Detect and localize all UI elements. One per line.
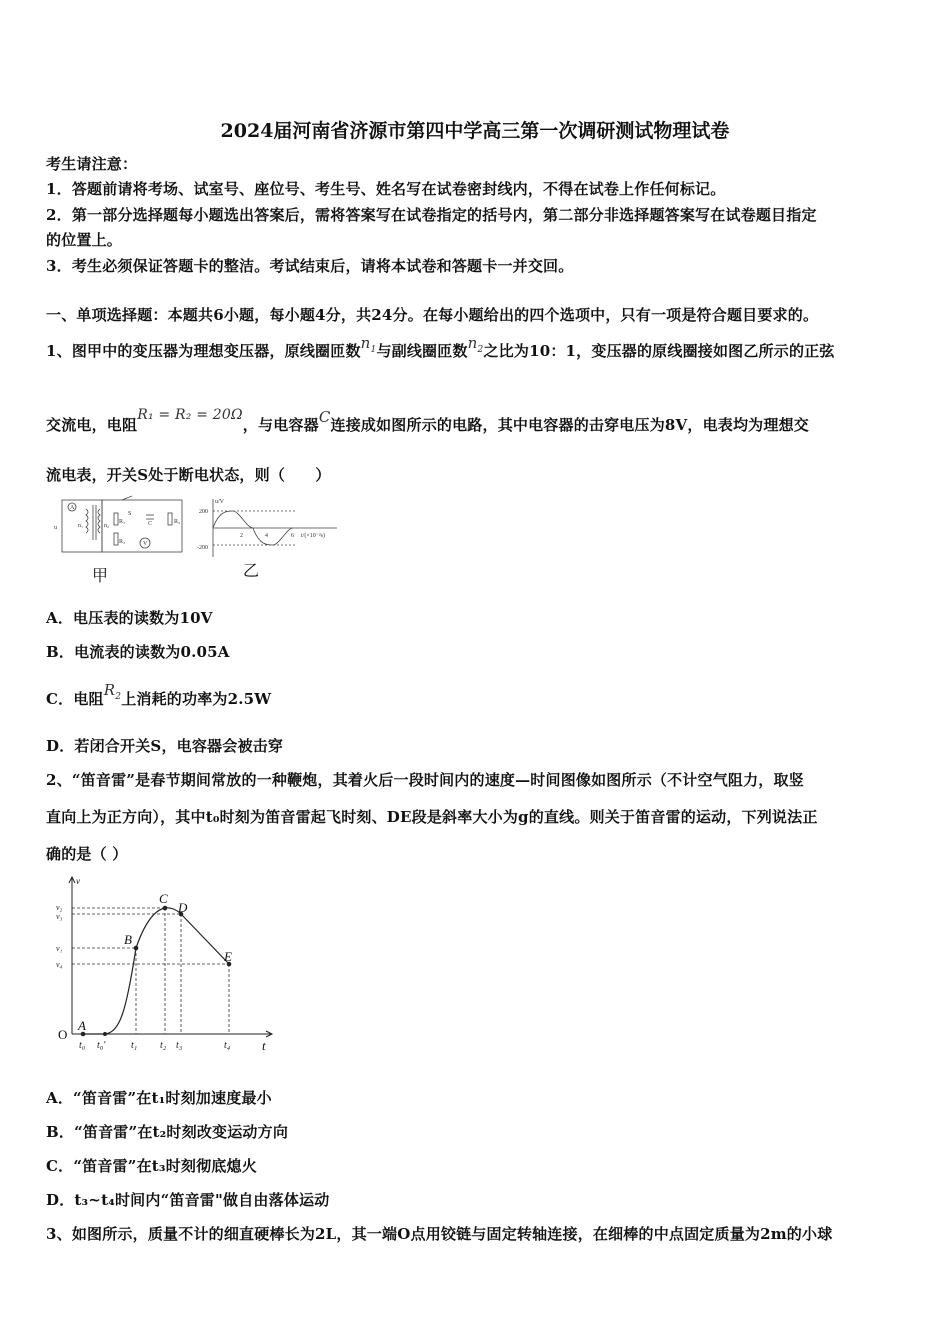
tick-t1: t₁ — [131, 1040, 138, 1051]
tick-t4: t₄ — [224, 1040, 231, 1051]
q2-option-a: A．“笛音雷”在t₁时刻加速度最小 — [46, 1089, 272, 1107]
notice-item-2: 2．第一部分选择题每小题选出答案后，需将答案写在试卷指定的括号内，第二部分非选择题答案写在试卷题目指定 — [46, 206, 817, 224]
vt-graph — [50, 872, 280, 1057]
q2-line-2: 直向上为正方向），其中t₀时刻为笛音雷起飞时刻、DE段是斜率大小为g的直线。则关于笛音雷的运动，下列说法正 — [46, 808, 818, 826]
tick-v2: v₂ — [56, 903, 63, 912]
q1-text: 连接成如图所示的电路，其中电容器的击穿电压为8V，电表均为理想交 — [330, 416, 809, 434]
notice-heading: 考生请注意： — [46, 155, 138, 173]
resistor-formula: R₁ = R₂ = 20Ω — [137, 407, 243, 423]
graph-y-bottom: -200 — [197, 545, 208, 551]
q1-line-1 — [46, 334, 835, 363]
label-d: D — [178, 900, 188, 915]
notice-item-1: 1．答题前请将考场、试室号、座位号、考生号、姓名写在试卷密封线内，不得在试卷上作任何标记。 — [46, 180, 726, 198]
graph-y-unit: u/V — [215, 499, 224, 505]
n2-symbol: $n_2$ — [467, 334, 484, 355]
q1-line-2 — [46, 407, 809, 435]
label-b: B — [124, 932, 132, 947]
section-heading: 一、单项选择题：本题共6小题，每小题4分，共24分。在每小题给出的四个选项中，只有一项是符合题目要求的。 — [46, 306, 819, 324]
point-c — [163, 906, 168, 911]
page-title: 2024届河南省济源市第四中学高三第一次调研测试物理试卷 — [220, 120, 730, 142]
tick-t3: t₃ — [176, 1040, 183, 1051]
q3-line-1: 3、如图所示，质量不计的细直硬棒长为2L，其一端O点用铰链与固定转轴连接，在细棒的中点固定质量为2m的小球 — [46, 1225, 833, 1243]
circuit-figure — [50, 495, 185, 585]
label-origin: O — [58, 1027, 68, 1042]
graph-x-tick: 4 — [265, 533, 268, 539]
q2-line-1: 2、“笛音雷”是春节期间常放的一种鞭炮，其着火后一段时间内的速度—时间图像如图所示（不计空气阻力，取竖 — [46, 771, 804, 789]
svg-text:R₁: R₁ — [119, 519, 126, 525]
svg-text:n₂: n₂ — [104, 523, 110, 529]
label-e: E — [224, 949, 232, 964]
q2-option-d: D．t₃~t₄时间内“笛音雷"做自由落体运动 — [46, 1191, 330, 1209]
figure-label-a: 甲 — [92, 566, 109, 585]
r2-symbol: $R_2$ — [103, 681, 122, 702]
graph-x-tick: 2 — [240, 533, 243, 539]
svg-text:C: C — [148, 521, 153, 527]
label-v-axis: v — [76, 876, 80, 886]
svg-text:A: A — [70, 505, 75, 511]
notice-item-3: 3．考生必须保证答题卡的整洁。考试结束后，请将本试卷和答题卡一并交回。 — [46, 257, 574, 275]
svg-text:S: S — [128, 511, 132, 517]
tick-v3: v₃ — [56, 912, 63, 921]
svg-text:V: V — [143, 541, 148, 547]
svg-text:n₁: n₁ — [78, 523, 84, 529]
velocity-curve — [83, 908, 229, 1034]
graph-y-top: 200 — [199, 509, 208, 515]
tick-t0p: t₀' — [97, 1040, 106, 1051]
q1-text: 1、图甲中的变压器为理想变压器，原线圈匝数 — [46, 342, 361, 360]
q2-option-c: C．“笛音雷”在t₃时刻彻底熄火 — [46, 1157, 257, 1175]
q1-option-a: A．电压表的读数为10V — [46, 609, 213, 627]
label-c: C — [159, 891, 168, 906]
graph-x-tick: 6 — [291, 533, 294, 539]
svg-text:u: u — [54, 525, 57, 531]
q1-text: 交流电，电阻 — [46, 416, 138, 434]
tick-v4: v₄ — [56, 960, 63, 969]
label-t-axis: t — [262, 1038, 266, 1053]
sine-graph — [197, 497, 347, 562]
tick-t0: t₀ — [79, 1040, 86, 1051]
n1-symbol: $n_1$ — [360, 334, 377, 355]
figure-label-b: 乙 — [243, 561, 260, 580]
q1-text: 与副线圈匝数 — [376, 342, 468, 360]
capacitor-symbol: C — [318, 408, 331, 426]
q2-option-b: B．“笛音雷”在t₂时刻改变运动方向 — [46, 1123, 289, 1141]
q1-line-3: 流电表，开关S处于断电状态，则（ ） — [46, 466, 331, 484]
q1-option-b: B．电流表的读数为0.05A — [46, 643, 230, 661]
q2-line-3: 确的是（ ） — [46, 845, 128, 863]
q1-option-d: D．若闭合开关S，电容器会被击穿 — [46, 737, 284, 755]
svg-text:R₃: R₃ — [174, 519, 181, 525]
tick-t2: t₂ — [160, 1040, 167, 1051]
q1-option-c: C．电阻$R_2$上消耗的功率为2.5W — [46, 681, 272, 708]
tick-v1: v₁ — [56, 944, 63, 953]
q1-text: 之比为10：1，变压器的原线圈接如图乙所示的正弦 — [483, 342, 835, 360]
label-a: A — [78, 1018, 86, 1033]
q1-text: ，与电容器 — [242, 416, 319, 434]
svg-text:R₂: R₂ — [119, 539, 126, 545]
graph-x-unit: t/(×10⁻²s) — [301, 533, 326, 539]
point-b — [134, 946, 139, 951]
notice-item-2-cont: 的位置上。 — [46, 231, 123, 249]
